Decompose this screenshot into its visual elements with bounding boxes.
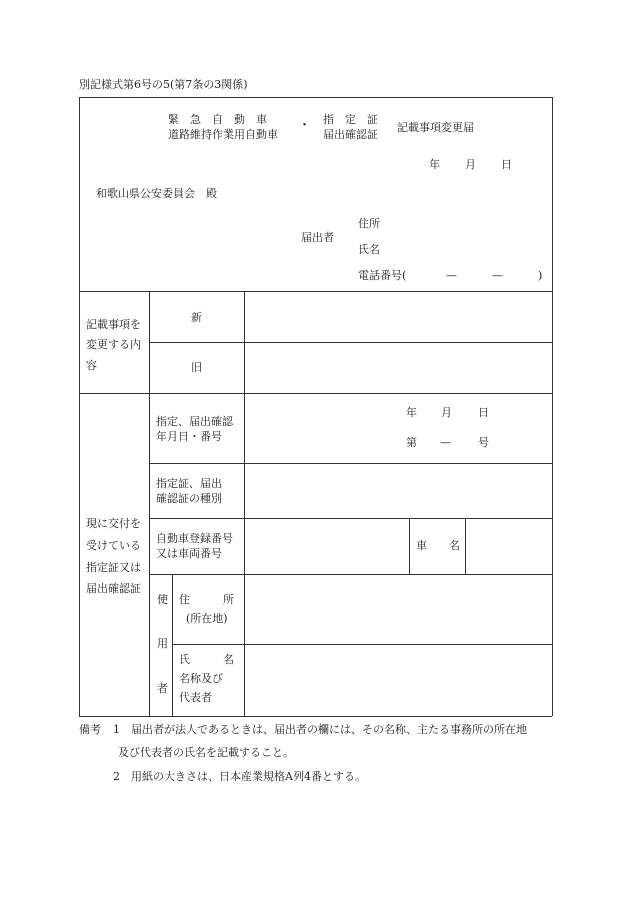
date-year: 年 (429, 158, 440, 171)
current-label-line-2: 受けている (86, 539, 141, 552)
change-label-line-2: 変更する内 (86, 338, 141, 351)
user-label-char-1: 使 (157, 593, 168, 606)
vehicle-type-emergency: 緊 急 自 動 車 (168, 113, 267, 126)
current-label-line-4: 届出確認証 (86, 582, 141, 595)
name-label: 氏名 (358, 243, 380, 256)
row-separator-4 (172, 644, 552, 645)
cert-type-notification: 届出確認証 (323, 128, 378, 141)
label-column-line (149, 291, 150, 716)
change-label-line-1: 記載事項を (86, 318, 141, 331)
user-column-line (172, 574, 173, 716)
user-name-label-line-2: 名称及び (179, 672, 223, 685)
notes-label: 備考 (79, 723, 101, 736)
registration-label-line-1: 自動車登録番号 (156, 532, 233, 545)
registration-label-line-2: 又は車両番号 (156, 547, 222, 560)
user-name-label-line-3: 代表者 (179, 691, 212, 704)
form-number: 別記様式第6号の5(第7条の3関係) (79, 78, 248, 91)
issue-day: 日 (478, 406, 489, 419)
cert-type-label-line-2: 確認証の種別 (156, 492, 222, 505)
date-month: 月 (465, 158, 476, 171)
cert-type-label-line-1: 指定証、届出 (156, 477, 222, 490)
note-1-line-2: 及び代表者の氏名を記載すること。 (118, 746, 294, 759)
row-separator-2 (149, 518, 552, 519)
issue-dai: 第 (406, 436, 417, 449)
issue-dash: — (440, 436, 451, 449)
car-name-right-line (465, 518, 466, 574)
date-day: 日 (501, 158, 512, 171)
vehicle-type-road-maintenance: 道路維持作業用自動車 (168, 128, 278, 141)
table-right-border (552, 97, 553, 716)
phone-label: 電話番号( (358, 269, 407, 282)
cert-type-designation: 指 定 証 (323, 113, 378, 126)
address-label: 住所 (358, 217, 380, 230)
change-label-line-3: 容 (86, 359, 97, 372)
user-name-label-line-1: 氏 名 (179, 653, 234, 666)
phone-dash-2: — (492, 269, 503, 282)
new-old-separator (149, 342, 552, 343)
table-bottom-border (79, 716, 552, 717)
user-label-char-3: 者 (157, 682, 168, 695)
current-label-line-1: 現に交付を (86, 517, 141, 530)
note-2-text: 用紙の大きさは、日本産業規格A列4番とする。 (131, 770, 366, 783)
separator-dot: ・ (298, 118, 312, 133)
field-column-line (244, 291, 245, 716)
old-label: 旧 (191, 361, 202, 374)
addressee: 和歌山県公安委員会 殿 (96, 187, 217, 200)
car-name-left-line (409, 518, 410, 574)
note-1-line-1: 届出者が法人であるときは、届出者の欄には、その名称、主たる事務所の所在地 (131, 723, 527, 736)
row-separator-1 (149, 463, 552, 464)
phone-dash-1: — (446, 269, 457, 282)
user-label-char-2: 用 (157, 637, 168, 650)
note-2-number: 2 (113, 770, 120, 783)
new-label: 新 (191, 311, 202, 324)
current-label-line-3: 指定証又は (86, 561, 141, 574)
document-title: 記載事項変更届 (397, 121, 474, 134)
car-name-label: 車 名 (416, 539, 460, 552)
applicant-label: 届出者 (301, 231, 334, 244)
phone-close: ) (538, 269, 543, 282)
user-address-label-line-1: 住 所 (179, 593, 234, 606)
table-left-border (79, 97, 80, 716)
date-number-label-line-2: 年月日・番号 (156, 430, 222, 443)
user-address-label-line-2: (所在地) (186, 612, 228, 625)
table-top-border (79, 97, 552, 98)
issue-month: 月 (441, 406, 452, 419)
issue-go: 号 (478, 436, 489, 449)
date-number-label-line-1: 指定、届出確認 (156, 415, 233, 428)
row-separator-3 (149, 574, 552, 575)
issue-year: 年 (406, 406, 417, 419)
note-1-number: 1 (113, 723, 120, 736)
